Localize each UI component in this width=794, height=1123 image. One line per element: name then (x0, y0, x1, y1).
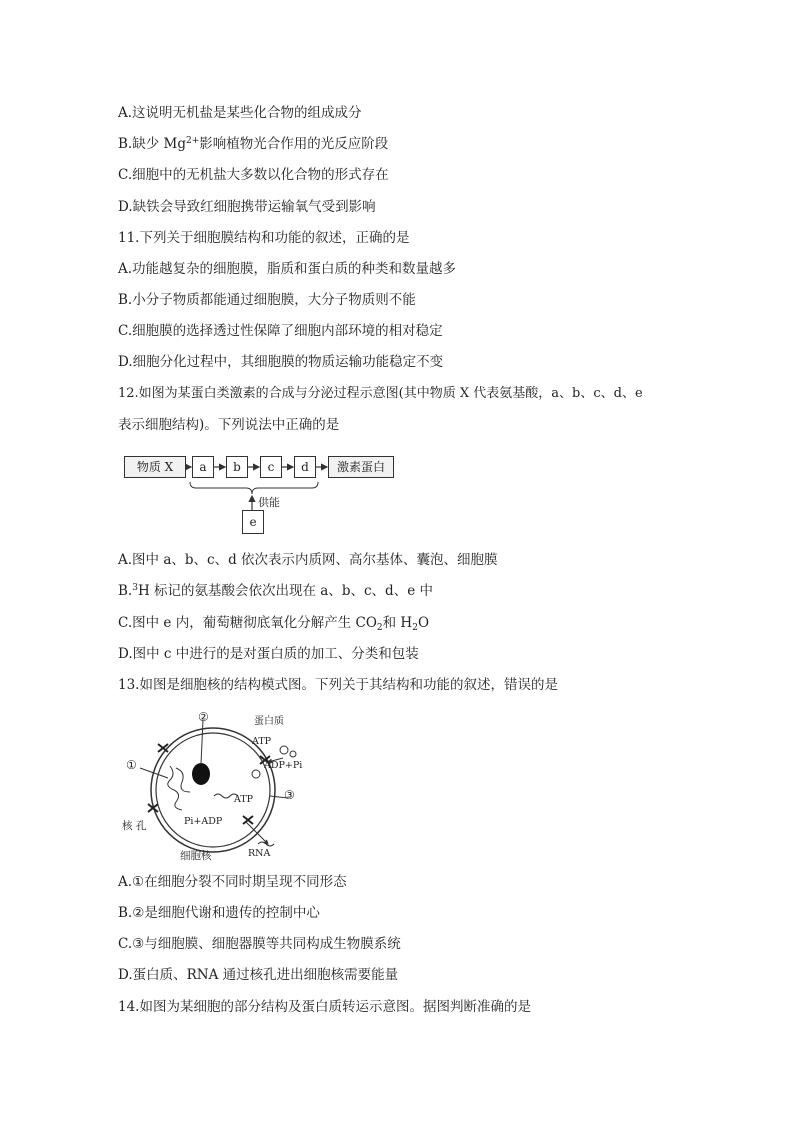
node-box-c: c (260, 456, 282, 478)
q14-stem: 14.如图为某细胞的部分结构及蛋白质转运示意图。据图判断准确的是 (118, 999, 531, 1015)
q12-option-b-text-2: H 标记的氨基酸会依次出现在 a、b、c、d、e 中 (137, 583, 433, 599)
q10-option-d: D.缺铁会导致红细胞携带运输氧气受到影响 (118, 199, 376, 215)
start-box-substance-x: 物质 X (124, 456, 186, 478)
nucleolus (192, 763, 210, 785)
protein-blob-2 (290, 751, 296, 757)
node-box-a: a (192, 456, 214, 478)
label-adp-pi: ADP+Pi (264, 760, 303, 771)
nucleus-drawing (118, 706, 318, 866)
chromatin (168, 766, 190, 810)
label-atp-mid: ATP (234, 794, 254, 805)
q10-option-b-text-1: B.缺少 Mg (118, 136, 186, 152)
q12-option-d: D.图中 c 中进行的是对蛋白质的加工、分类和包装 (118, 646, 419, 662)
q13-option-d: D.蛋白质、RNA 通过核孔进出细胞核需要能量 (118, 967, 399, 983)
label-atp-top: ATP (252, 736, 272, 747)
q12-option-a: A.图中 a、b、c、d 依次表示内质网、高尔基体、囊泡、细胞膜 (118, 552, 498, 568)
q10-option-b-sup: 2+ (185, 136, 200, 146)
q10-option-b-text-2: 影响植物光合作用的光反应阶段 (199, 136, 389, 152)
label-circled-3: ③ (284, 788, 295, 802)
label-rna: RNA (248, 848, 271, 859)
q12-option-b-sup: 3 (132, 583, 138, 593)
protein-blob-1 (280, 746, 288, 754)
label-circled-1: ① (126, 758, 137, 772)
q11-option-a: A.功能越复杂的细胞膜，脂质和蛋白质的种类和数量越多 (118, 261, 457, 277)
q10-option-a: A.这说明无机盐是某些化合物的组成成分 (118, 105, 362, 121)
label-circled-2: ② (198, 710, 209, 724)
q12-stem-line-1: 12.如图为某蛋白类激素的合成与分泌过程示意图(其中物质 X 代表氨基酸，a、b、c、d、e (118, 386, 643, 401)
label-pi-adp: Pi+ADP (184, 816, 223, 827)
node-box-e: e (242, 510, 264, 534)
q12-stem-line-2: 表示细胞结构)。下列说法中正确的是 (118, 417, 340, 433)
q11-option-d: D.细胞分化过程中，其细胞膜的物质运输功能稳定不变 (118, 354, 444, 370)
q13-option-c: C.③与细胞膜、细胞器膜等共同构成生物膜系统 (118, 936, 401, 952)
q12-option-b-text-1: B. (118, 583, 133, 599)
protein-blob-3 (252, 770, 260, 778)
node-box-b: b (226, 456, 248, 478)
q13-stem: 13.如图是细胞核的结构模式图。下列关于其结构和功能的叙述，错误的是 (118, 677, 558, 693)
q10-option-b (118, 135, 388, 153)
q12-option-c-text-2: 和 H (382, 615, 413, 631)
nuclear-pore-bottom-right (243, 816, 253, 824)
energy-label: 供能 (258, 496, 280, 509)
secretion-flow-diagram (118, 448, 408, 540)
label-protein: 蛋白质 (254, 716, 284, 727)
q12-option-c-text-1: C.图中 e 内，葡萄糖彻底氧化分解产生 CO (118, 615, 377, 631)
end-box-hormone-protein: 激素蛋白 (328, 456, 394, 478)
leader-line-2 (201, 720, 203, 764)
brace-a-to-d (190, 482, 318, 494)
q12-option-c-sub-2: 2 (412, 623, 418, 633)
q11-stem: 11.下列关于细胞膜结构和功能的叙述，正确的是 (118, 230, 410, 246)
q13-option-b: B.②是细胞代谢和遗传的控制中心 (118, 905, 320, 921)
q12-option-c-sub-1: 2 (376, 623, 383, 633)
q12-option-c (118, 614, 429, 632)
q12-option-c-text-3: O (417, 615, 430, 631)
nucleus-structure-diagram (118, 706, 318, 866)
node-box-d: d (294, 456, 316, 478)
label-nucleus: 细胞核 (180, 850, 212, 862)
label-nuclear-pore: 核 孔 (122, 820, 147, 832)
q11-option-c: C.细胞膜的选择透过性保障了细胞内部环境的相对稳定 (118, 323, 443, 339)
q10-option-c: C.细胞中的无机盐大多数以化合物的形式存在 (118, 167, 389, 183)
q11-option-b: B.小分子物质都能通过细胞膜，大分子物质则不能 (118, 292, 416, 308)
q12-option-b (118, 582, 433, 600)
q13-option-a: A.①在细胞分裂不同时期呈现不同形态 (118, 874, 347, 890)
